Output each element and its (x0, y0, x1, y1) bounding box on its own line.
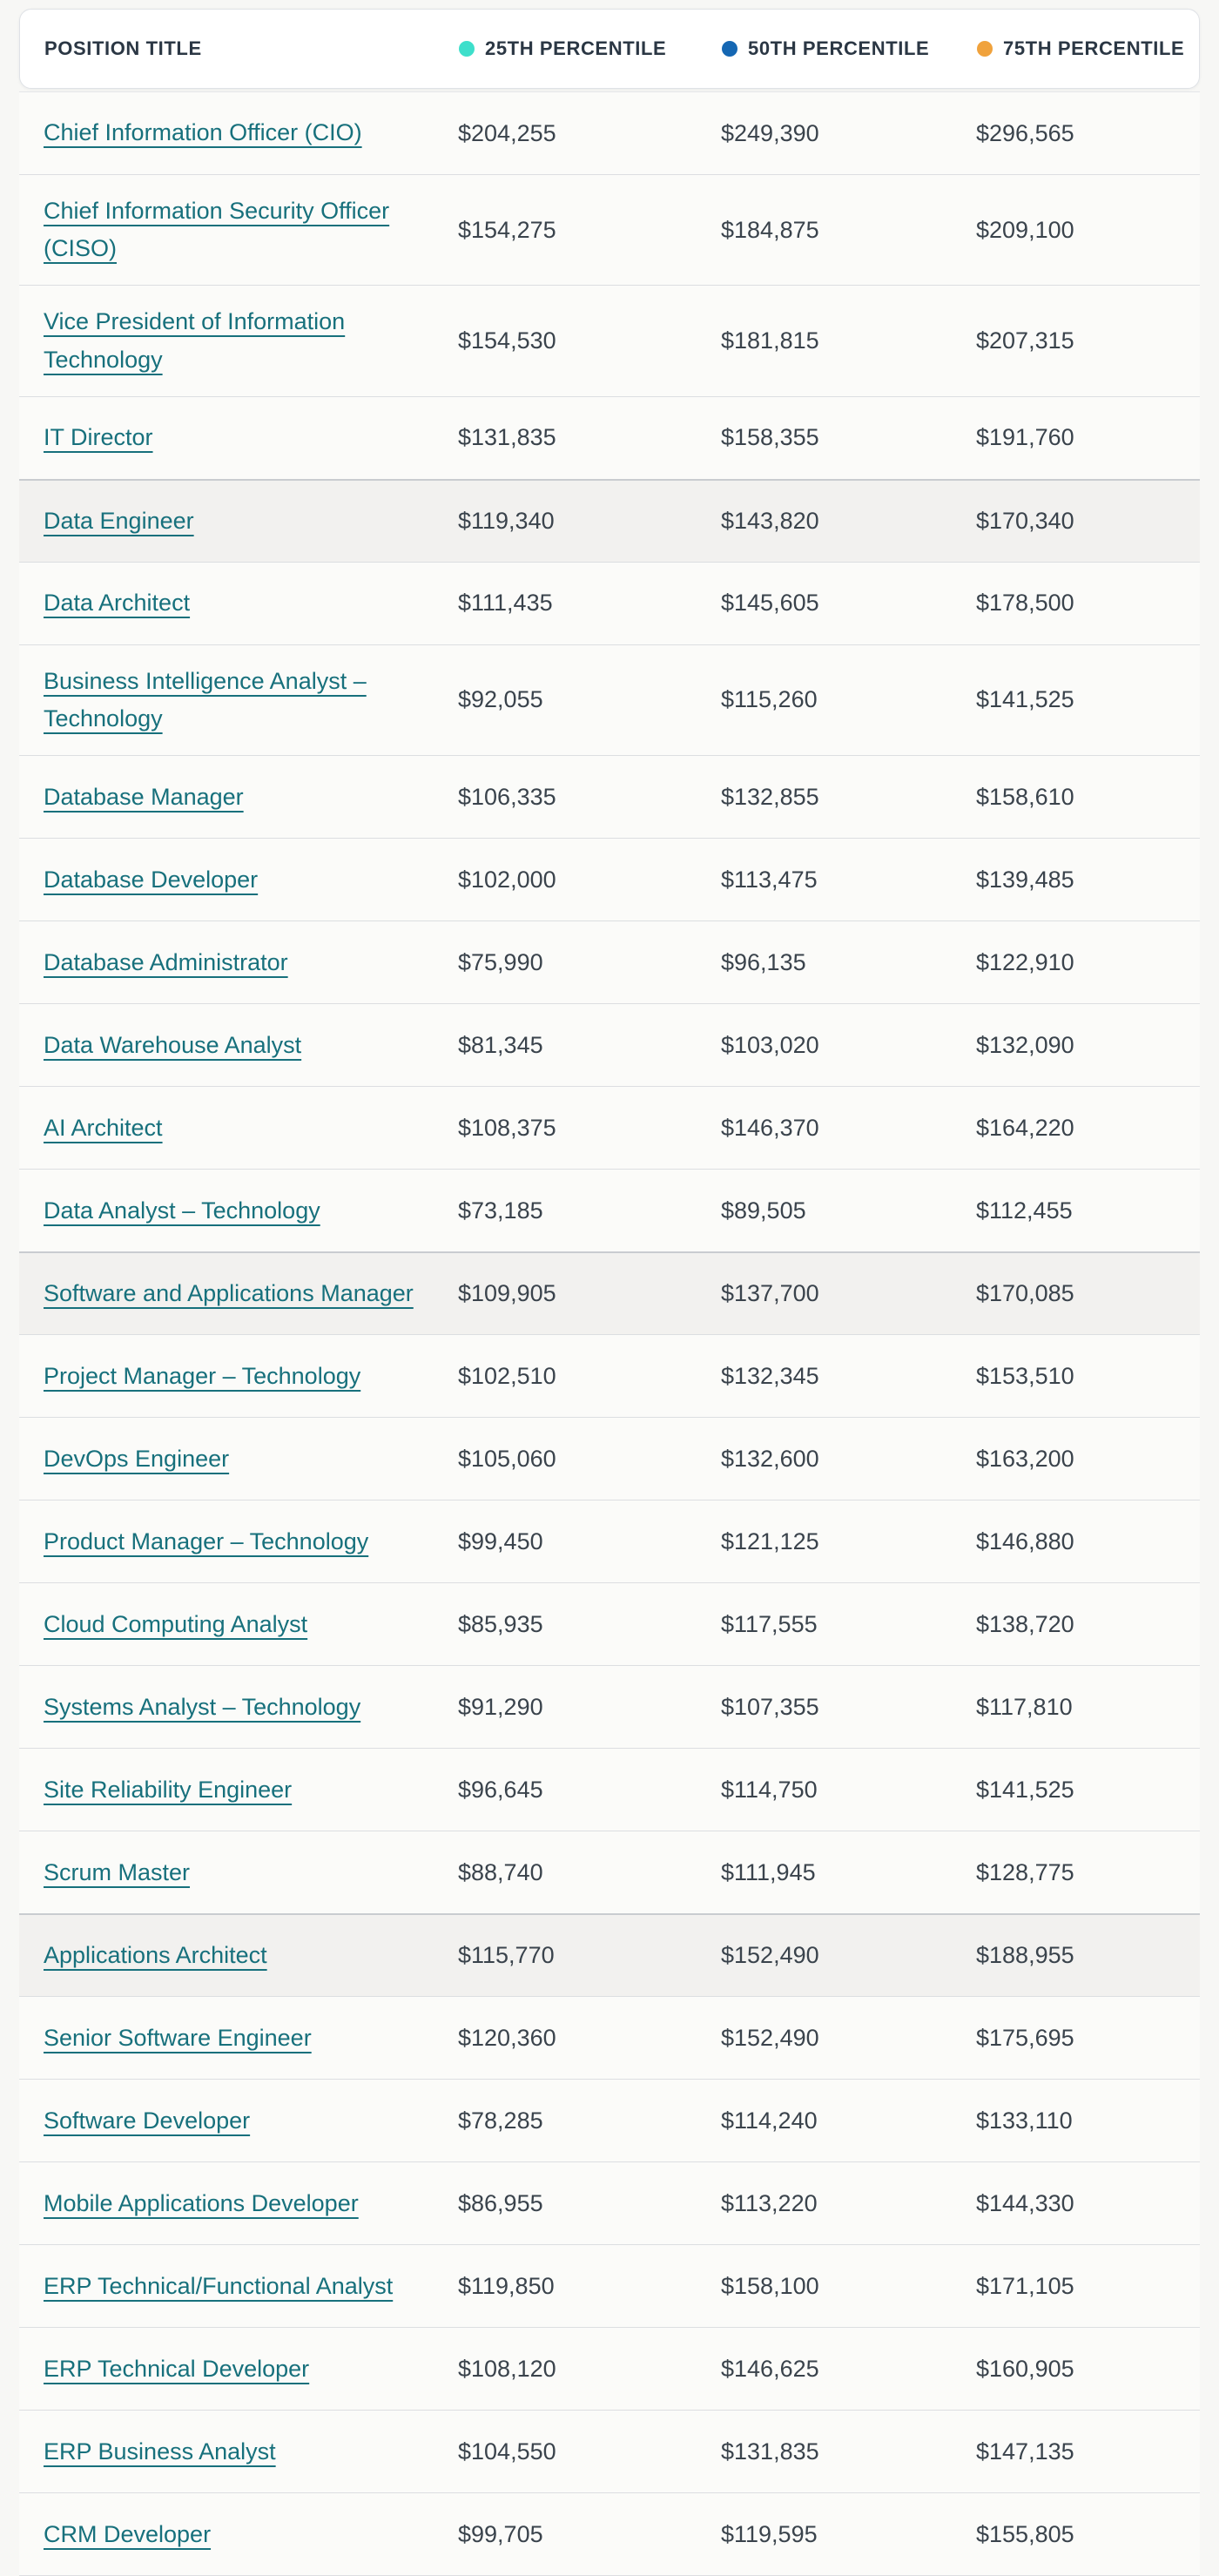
position-title-cell (19, 1837, 458, 1909)
table-row (19, 2492, 1200, 2575)
salary-50th-percentile: $152,490 (721, 1942, 819, 1969)
salary-75th-percentile: $164,220 (976, 1114, 1074, 1141)
salary-25th-percentile: $99,705 (458, 2520, 543, 2547)
position-title-cell (19, 761, 458, 833)
salary-25th-percentile: $111,435 (458, 590, 553, 617)
table-row (19, 174, 1200, 285)
table-section (19, 479, 1200, 1251)
table-row (19, 479, 1200, 562)
table-row (19, 1582, 1200, 1665)
position-link[interactable]: Data Analyst – Technology (44, 1197, 320, 1224)
salary-75th-percentile: $139,485 (976, 866, 1074, 893)
position-title-cell (19, 401, 458, 474)
table-row (19, 2244, 1200, 2327)
table-row (19, 1831, 1200, 1913)
salary-50th-percentile: $132,345 (721, 1362, 819, 1389)
salary-25th-percentile: $104,550 (458, 2438, 556, 2465)
table-header-card (19, 9, 1200, 89)
table-row (19, 920, 1200, 1003)
salary-75th-percentile: $207,315 (976, 327, 1074, 354)
table-row (19, 1500, 1200, 1582)
table-row (19, 644, 1200, 755)
salary-50th-percentile: $114,240 (721, 2107, 818, 2134)
percentile-50-dot-icon (722, 41, 737, 57)
salary-25th-percentile: $154,275 (458, 216, 556, 243)
position-title-cell (19, 1671, 458, 1743)
salary-75th-percentile: $296,565 (976, 119, 1074, 146)
salary-50th-percentile: $146,625 (721, 2355, 819, 2382)
salary-75th-percentile: $178,500 (976, 590, 1074, 617)
salary-50th-percentile: $181,815 (721, 327, 819, 354)
position-link[interactable]: Vice President of Information Technology (44, 308, 346, 373)
position-link[interactable]: ERP Business Analyst (44, 2438, 276, 2465)
salary-25th-percentile: $105,060 (458, 1445, 556, 1472)
position-link[interactable]: AI Architect (44, 1114, 163, 1141)
table-row (19, 2410, 1200, 2492)
table-row (19, 1748, 1200, 1831)
table-row (19, 2327, 1200, 2410)
position-title-cell (19, 1009, 458, 1082)
salary-75th-percentile: $138,720 (976, 1610, 1074, 1637)
position-title-cell (19, 1175, 458, 1247)
position-link[interactable]: Chief Information Security Officer (CISO) (44, 198, 390, 262)
column-header-75th-percentile: 75TH PERCENTILE (1003, 37, 1185, 59)
table-row (19, 91, 1200, 174)
salary-50th-percentile: $158,355 (721, 424, 819, 451)
salary-25th-percentile: $102,000 (458, 866, 556, 893)
position-title-cell (19, 2416, 458, 2488)
salary-25th-percentile: $131,835 (458, 424, 556, 451)
position-link[interactable]: CRM Developer (44, 2520, 212, 2547)
salary-25th-percentile: $120,360 (458, 2024, 556, 2051)
salary-25th-percentile: $91,290 (458, 1693, 543, 1720)
position-link[interactable]: Database Administrator (44, 948, 288, 975)
position-title-cell (19, 927, 458, 999)
percentile-75-dot-icon (977, 41, 993, 57)
position-title-cell (19, 1506, 458, 1578)
table-row (19, 755, 1200, 838)
table-row (19, 1169, 1200, 1251)
salary-75th-percentile: $163,200 (976, 1445, 1074, 1472)
column-header-25th-percentile: 25TH PERCENTILE (485, 37, 667, 59)
table-row (19, 2161, 1200, 2244)
salary-75th-percentile: $191,760 (976, 424, 1074, 451)
salary-75th-percentile: $141,525 (976, 686, 1074, 713)
position-link[interactable]: Cloud Computing Analyst (44, 1610, 308, 1637)
salary-75th-percentile: $128,775 (976, 1858, 1074, 1885)
salary-25th-percentile: $92,055 (458, 686, 543, 713)
salary-75th-percentile: $141,525 (976, 1776, 1074, 1803)
position-title-cell (19, 567, 458, 639)
salary-25th-percentile: $88,740 (458, 1858, 543, 1885)
table-row (19, 1913, 1200, 1996)
salary-75th-percentile: $133,110 (976, 2107, 1073, 2134)
position-title-cell (19, 1092, 458, 1164)
position-title-cell (19, 2002, 458, 2074)
position-link[interactable]: Site Reliability Engineer (44, 1776, 293, 1803)
salary-75th-percentile: $144,330 (976, 2189, 1074, 2216)
table-row (19, 2079, 1200, 2161)
position-title-cell (19, 1754, 458, 1826)
position-title-cell (19, 2250, 458, 2323)
salary-25th-percentile: $99,450 (458, 1527, 543, 1554)
table-row (19, 1996, 1200, 2079)
position-link[interactable]: Software and Applications Manager (44, 1280, 414, 1307)
salary-50th-percentile: $96,135 (721, 948, 806, 975)
position-title-cell (19, 1588, 458, 1661)
position-link[interactable]: IT Director (44, 424, 153, 451)
salary-75th-percentile: $132,090 (976, 1031, 1074, 1058)
salary-50th-percentile: $114,750 (721, 1776, 818, 1803)
salary-75th-percentile: $146,880 (976, 1527, 1074, 1554)
salary-25th-percentile: $102,510 (458, 1362, 556, 1389)
salary-25th-percentile: $154,530 (458, 327, 556, 354)
salary-75th-percentile: $171,105 (976, 2272, 1074, 2299)
position-link[interactable]: Scrum Master (44, 1858, 191, 1885)
position-title-cell (19, 2085, 458, 2157)
position-title-cell (19, 485, 458, 557)
salary-75th-percentile: $175,695 (976, 2024, 1074, 2051)
salary-50th-percentile: $131,835 (721, 2438, 819, 2465)
salary-50th-percentile: $158,100 (721, 2272, 819, 2299)
table-row (19, 1086, 1200, 1169)
salary-75th-percentile: $155,805 (976, 2520, 1074, 2547)
salary-25th-percentile: $204,255 (458, 119, 556, 146)
salary-50th-percentile: $113,475 (721, 866, 818, 893)
position-title-cell (19, 2333, 458, 2405)
position-link[interactable]: ERP Technical Developer (44, 2355, 310, 2382)
table-section (19, 1251, 1200, 1913)
column-header-position-title: POSITION TITLE (44, 37, 202, 59)
salary-75th-percentile: $209,100 (976, 216, 1074, 243)
salary-75th-percentile: $158,610 (976, 783, 1074, 810)
salary-50th-percentile: $117,555 (721, 1610, 818, 1637)
table-section (19, 1913, 1200, 2575)
position-title-cell (19, 1423, 458, 1495)
position-link[interactable]: Business Intelligence Analyst – Technology (44, 667, 367, 732)
position-link[interactable]: Product Manager – Technology (44, 1527, 369, 1554)
table-row (19, 1251, 1200, 1334)
salary-50th-percentile: $111,945 (721, 1858, 816, 1885)
salary-25th-percentile: $108,120 (458, 2355, 556, 2382)
legend-25th-percentile (459, 37, 722, 60)
salary-25th-percentile: $106,335 (458, 783, 556, 810)
salary-75th-percentile: $112,455 (976, 1197, 1073, 1224)
salary-25th-percentile: $119,340 (458, 507, 555, 534)
position-link[interactable]: Systems Analyst – Technology (44, 1693, 361, 1720)
salary-50th-percentile: $146,370 (721, 1114, 819, 1141)
column-header-50th-percentile: 50TH PERCENTILE (748, 37, 930, 59)
table-row (19, 1003, 1200, 1086)
salary-25th-percentile: $81,345 (458, 1031, 543, 1058)
salary-75th-percentile: $122,910 (976, 948, 1074, 975)
salary-25th-percentile: $115,770 (458, 1942, 555, 1969)
salary-50th-percentile: $137,700 (721, 1280, 819, 1307)
salary-75th-percentile: $170,085 (976, 1280, 1074, 1307)
position-link[interactable]: Software Developer (44, 2107, 251, 2134)
salary-25th-percentile: $75,990 (458, 948, 543, 975)
table-row (19, 562, 1200, 644)
position-link[interactable]: Mobile Applications Developer (44, 2189, 359, 2216)
position-link[interactable]: Data Warehouse Analyst (44, 1031, 302, 1058)
table-row (19, 1665, 1200, 1748)
table-section (19, 91, 1200, 479)
position-title-cell (19, 286, 458, 395)
legend-50th-percentile (722, 37, 977, 60)
position-link[interactable]: Chief Information Officer (CIO) (44, 119, 362, 146)
salary-50th-percentile: $132,600 (721, 1445, 819, 1472)
salary-50th-percentile: $113,220 (721, 2189, 818, 2216)
salary-75th-percentile: $153,510 (976, 1362, 1074, 1389)
salary-25th-percentile: $96,645 (458, 1776, 543, 1803)
position-link[interactable]: Data Engineer (44, 507, 194, 534)
position-link[interactable]: Database Developer (44, 866, 259, 893)
salary-75th-percentile: $147,135 (976, 2438, 1074, 2465)
salary-50th-percentile: $143,820 (721, 507, 819, 534)
position-link[interactable]: Data Architect (44, 590, 191, 617)
position-title-cell (19, 1919, 458, 1992)
position-title-cell (19, 2498, 458, 2571)
position-link[interactable]: Senior Software Engineer (44, 2024, 312, 2051)
salary-50th-percentile: $115,260 (721, 686, 818, 713)
position-title-cell (19, 175, 458, 285)
salary-table (19, 91, 1200, 2576)
table-row (19, 285, 1200, 395)
salary-50th-percentile: $249,390 (721, 119, 819, 146)
salary-25th-percentile: $119,850 (458, 2272, 555, 2299)
salary-25th-percentile: $108,375 (458, 1114, 556, 1141)
table-row (19, 1417, 1200, 1500)
salary-25th-percentile: $78,285 (458, 2107, 543, 2134)
table-row (19, 838, 1200, 920)
position-title-cell (19, 97, 458, 169)
table-row (19, 396, 1200, 479)
salary-50th-percentile: $184,875 (721, 216, 819, 243)
salary-75th-percentile: $170,340 (976, 507, 1074, 534)
position-link[interactable]: Applications Architect (44, 1942, 267, 1969)
salary-25th-percentile: $86,955 (458, 2189, 543, 2216)
salary-50th-percentile: $103,020 (721, 1031, 819, 1058)
percentile-25-dot-icon (459, 41, 475, 57)
legend-75th-percentile (977, 37, 1199, 60)
position-link[interactable]: DevOps Engineer (44, 1445, 230, 1472)
salary-25th-percentile: $85,935 (458, 1610, 543, 1637)
salary-50th-percentile: $132,855 (721, 783, 819, 810)
salary-50th-percentile: $107,355 (721, 1693, 819, 1720)
table-row (19, 1334, 1200, 1417)
position-title-cell (19, 645, 458, 755)
position-title-cell (19, 1340, 458, 1413)
salary-25th-percentile: $109,905 (458, 1280, 556, 1307)
position-link[interactable]: Database Manager (44, 783, 244, 810)
salary-50th-percentile: $89,505 (721, 1197, 806, 1224)
salary-75th-percentile: $188,955 (976, 1942, 1074, 1969)
position-title-cell (19, 844, 458, 916)
salary-50th-percentile: $121,125 (721, 1527, 819, 1554)
position-title-cell (19, 2168, 458, 2240)
salary-75th-percentile: $117,810 (976, 1693, 1073, 1720)
position-link[interactable]: ERP Technical/Functional Analyst (44, 2272, 394, 2299)
salary-50th-percentile: $145,605 (721, 590, 819, 617)
salary-25th-percentile: $73,185 (458, 1197, 543, 1224)
position-link[interactable]: Project Manager – Technology (44, 1362, 361, 1389)
position-title-cell (19, 1258, 458, 1330)
salary-50th-percentile: $119,595 (721, 2520, 818, 2547)
salary-50th-percentile: $152,490 (721, 2024, 819, 2051)
salary-75th-percentile: $160,905 (976, 2355, 1074, 2382)
